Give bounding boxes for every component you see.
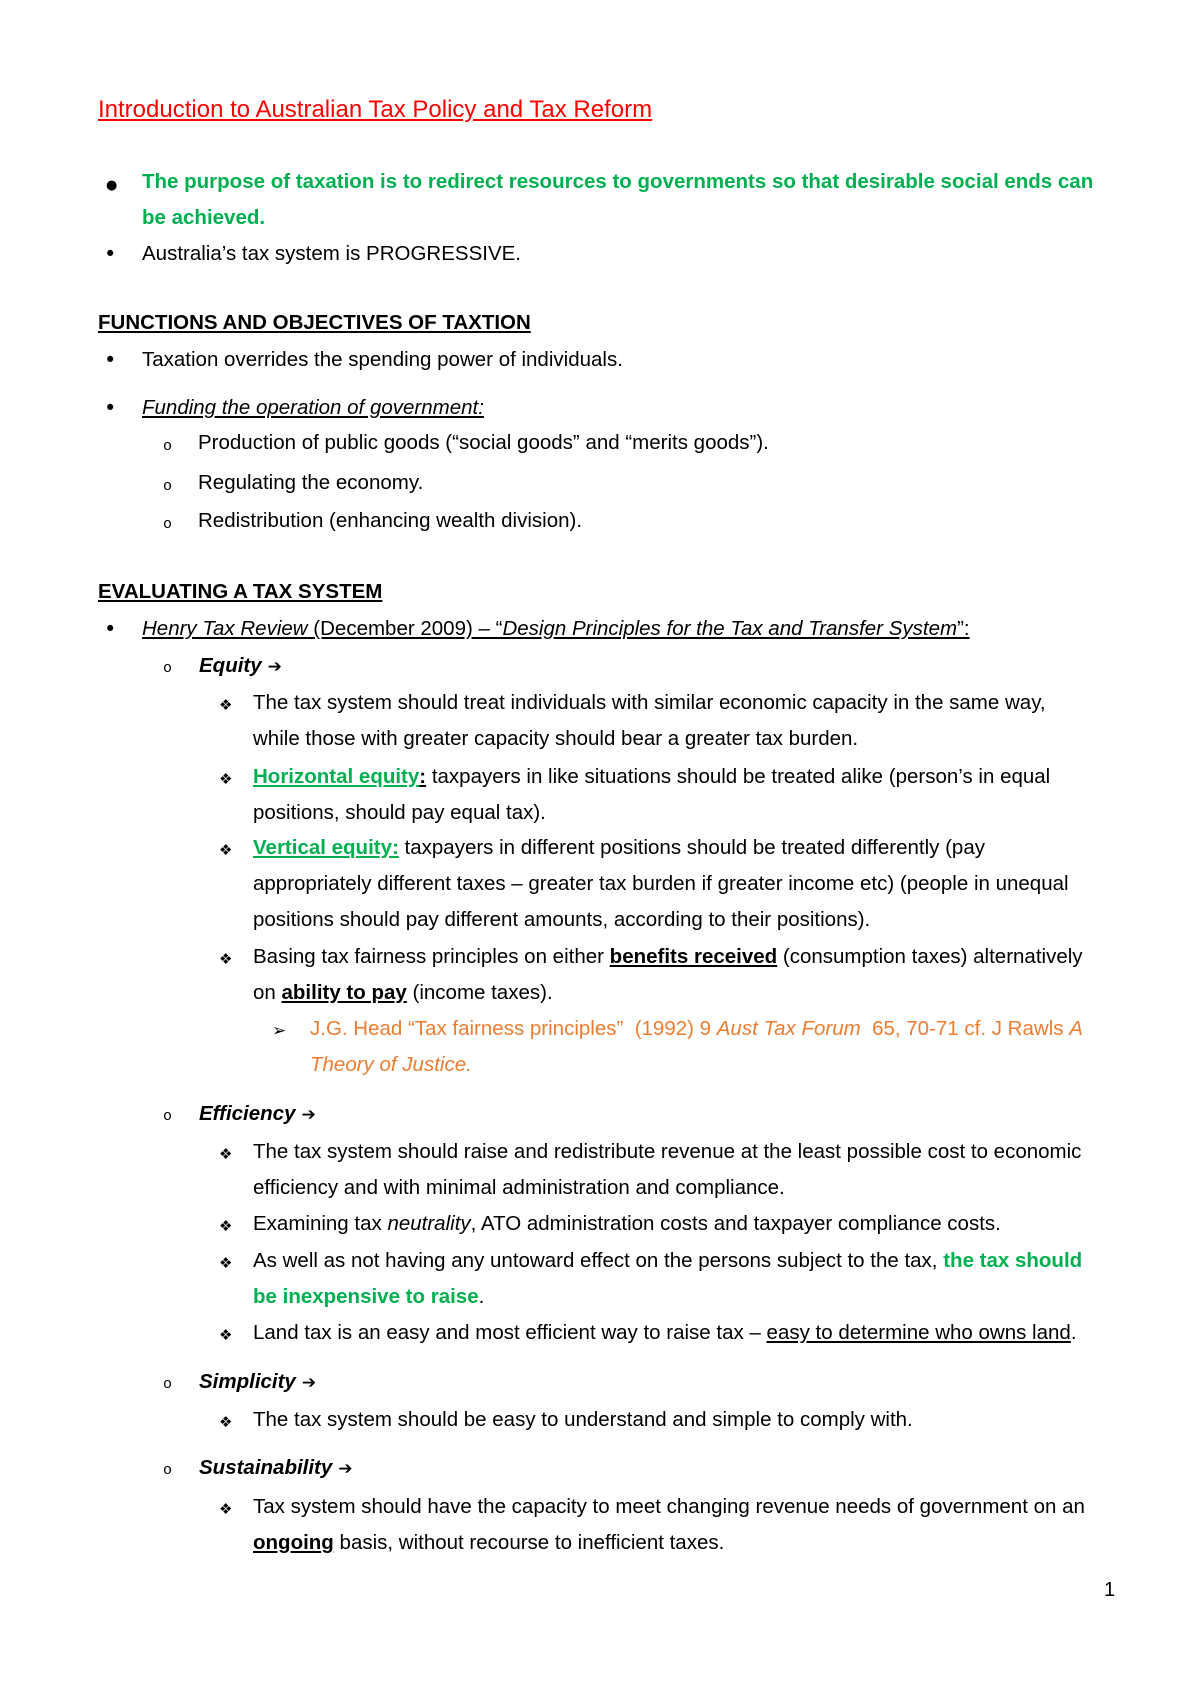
horizontal-equity-colon: : <box>419 765 427 788</box>
citation-item <box>310 1011 1083 1083</box>
progressive-text: Australia’s tax system is PROGRESSIVE. <box>142 242 521 265</box>
arrowhead-bullet-icon <box>272 1011 286 1049</box>
funding-text: Funding the operation of government: <box>142 396 484 419</box>
simplicity-point <box>253 1402 913 1438</box>
hollow-o-bullet-icon <box>163 1363 172 1403</box>
funding-sub-text: Regulating the economy. <box>198 471 424 494</box>
bullet-icon <box>104 342 116 378</box>
purpose-list-item <box>142 164 1093 236</box>
horizontal-equity-text: taxpayers in like situations should be treated alike (person’s in equal <box>426 765 1051 788</box>
hollow-o-bullet-icon <box>163 1449 172 1489</box>
simplicity-label: Simplicity <box>199 1370 296 1393</box>
fairness-point <box>253 939 1083 1011</box>
sustainability-point <box>253 1489 1085 1561</box>
hollow-o-bullet-icon <box>163 647 172 687</box>
overrides-text: Taxation overrides the spending power of individuals. <box>142 348 623 371</box>
four-diamond-bullet-icon <box>219 1402 232 1440</box>
equity-label: Equity <box>199 654 262 677</box>
land-tax-text: Land tax is an easy and most efficient way to raise tax – <box>253 1321 767 1344</box>
fairness-text: on <box>253 981 282 1004</box>
simplicity-text: The tax system should be easy to understand and simple to comply with. <box>253 1408 913 1431</box>
neutrality-text: Examining tax <box>253 1212 388 1235</box>
ability-to-pay-term: ability to pay <box>281 981 407 1004</box>
efficiency-label: Efficiency <box>199 1102 296 1125</box>
efficiency-point <box>253 1134 1081 1206</box>
citation-journal: Aust Tax Forum <box>716 1017 861 1040</box>
citation-pages: 65, 70-71 cf. J Rawls <box>860 1017 1070 1040</box>
henry-review-paper: Design Principles for the Tax and Transfer System <box>502 617 958 640</box>
inexpensive-emphasis: the tax should <box>943 1249 1083 1272</box>
hollow-o-bullet-icon <box>163 465 172 505</box>
equity-point-text: while those with greater capacity should bear a greater tax burden. <box>253 727 859 750</box>
evaluating-heading: EVALUATING A TAX SYSTEM <box>98 580 383 603</box>
hollow-o-bullet-icon <box>163 425 172 465</box>
hollow-o-bullet-icon <box>163 1095 172 1135</box>
inexpensive-text: . <box>478 1285 485 1308</box>
funding-sub-text: Production of public goods (“social goods” and “merits goods”). <box>198 431 769 454</box>
horizontal-equity-term: Horizontal equity <box>253 765 420 788</box>
vertical-equity-text: appropriately different taxes – greater tax burden if greater income etc) (people in unequal <box>253 872 1069 895</box>
ongoing-term: ongoing <box>253 1531 334 1554</box>
sustainability-text: basis, without recourse to inefficient taxes. <box>333 1531 725 1554</box>
fairness-text: (consumption taxes) alternatively <box>777 945 1083 968</box>
henry-review-date: (December 2009) – “ <box>307 617 503 640</box>
benefits-received-term: benefits received <box>609 945 778 968</box>
efficiency-principle <box>199 1095 316 1133</box>
inexpensive-point <box>253 1243 1082 1315</box>
four-diamond-bullet-icon <box>219 1206 232 1244</box>
functions-heading: FUNCTIONS AND OBJECTIVES OF TAXTION <box>98 311 531 334</box>
land-tax-point <box>253 1315 1077 1351</box>
equity-principle <box>199 647 282 685</box>
purpose-text: be achieved. <box>142 206 266 229</box>
henry-review-name: Henry Tax Review <box>142 617 308 640</box>
henry-review-close: ”: <box>957 617 970 640</box>
efficiency-point-text: The tax system should raise and redistribute revenue at the least possible cost to economic <box>253 1140 1082 1163</box>
neutrality-point <box>253 1206 1001 1242</box>
document-title: Introduction to Australian Tax Policy and Tax Reform <box>98 96 653 123</box>
citation-book: A <box>1069 1017 1083 1040</box>
inexpensive-emphasis: be inexpensive to raise <box>253 1285 479 1308</box>
sustainability-principle <box>199 1449 353 1487</box>
right-arrow-icon <box>268 653 282 677</box>
funding-sub-item <box>198 465 423 501</box>
funding-sub-text: Redistribution (enhancing wealth division). <box>198 509 583 532</box>
citation-author: J.G. Head “Tax fairness principles” (1992) 9 <box>310 1017 717 1040</box>
purpose-text: The purpose of taxation is to redirect resources to governments so that desirable social ends can <box>142 170 1094 193</box>
sustainability-text: Tax system should have the capacity to meet changing revenue needs of government on an <box>253 1495 1085 1518</box>
hollow-o-bullet-icon <box>163 503 172 543</box>
equity-point-text: The tax system should treat individuals with similar economic capacity in the same way, <box>253 691 1046 714</box>
vertical-equity-term: Vertical equity: <box>253 836 399 859</box>
four-diamond-bullet-icon <box>219 685 232 723</box>
horizontal-equity-text: positions, should pay equal tax). <box>253 801 546 824</box>
four-diamond-bullet-icon <box>219 1489 232 1527</box>
overrides-list-item <box>142 342 623 378</box>
vertical-equity-text: positions should pay different amounts, according to their positions). <box>253 908 871 931</box>
fairness-text: Basing tax fairness principles on either <box>253 945 610 968</box>
bullet-icon <box>104 390 116 426</box>
land-tax-text: . <box>1070 1321 1077 1344</box>
simplicity-principle <box>199 1363 316 1401</box>
four-diamond-bullet-icon <box>219 939 232 977</box>
neutrality-term: neutrality <box>387 1212 471 1235</box>
funding-sub-item <box>198 503 582 539</box>
right-arrow-icon <box>302 1369 316 1393</box>
sustainability-label: Sustainability <box>199 1456 333 1479</box>
inexpensive-text: As well as not having any untoward effect on the persons subject to the tax, <box>253 1249 944 1272</box>
four-diamond-bullet-icon <box>219 830 232 868</box>
four-diamond-bullet-icon <box>219 1243 232 1281</box>
filled-circle-bullet-icon <box>106 164 117 204</box>
fairness-text: (income taxes). <box>406 981 553 1004</box>
equity-point <box>253 685 1046 757</box>
efficiency-point-text: efficiency and with minimal administration and compliance. <box>253 1176 785 1199</box>
right-arrow-icon <box>301 1101 315 1125</box>
neutrality-text: , ATO administration costs and taxpayer compliance costs. <box>470 1212 1001 1235</box>
vertical-equity-point <box>253 830 1069 938</box>
four-diamond-bullet-icon <box>219 1134 232 1172</box>
four-diamond-bullet-icon <box>219 759 232 797</box>
page-number: 1 <box>1104 1579 1116 1601</box>
henry-review-list-item <box>142 611 970 647</box>
citation-book: Theory of Justice. <box>310 1053 472 1076</box>
land-tax-emphasis: easy to determine who owns land <box>766 1321 1071 1344</box>
progressive-list-item <box>142 236 521 272</box>
vertical-equity-text: taxpayers in different positions should be treated differently (pay <box>398 836 985 859</box>
funding-sub-item <box>198 425 769 461</box>
right-arrow-icon <box>338 1455 352 1479</box>
funding-list-item <box>142 390 484 426</box>
horizontal-equity-point <box>253 759 1050 831</box>
bullet-icon <box>104 611 116 647</box>
bullet-icon <box>104 236 116 272</box>
four-diamond-bullet-icon <box>219 1315 232 1353</box>
